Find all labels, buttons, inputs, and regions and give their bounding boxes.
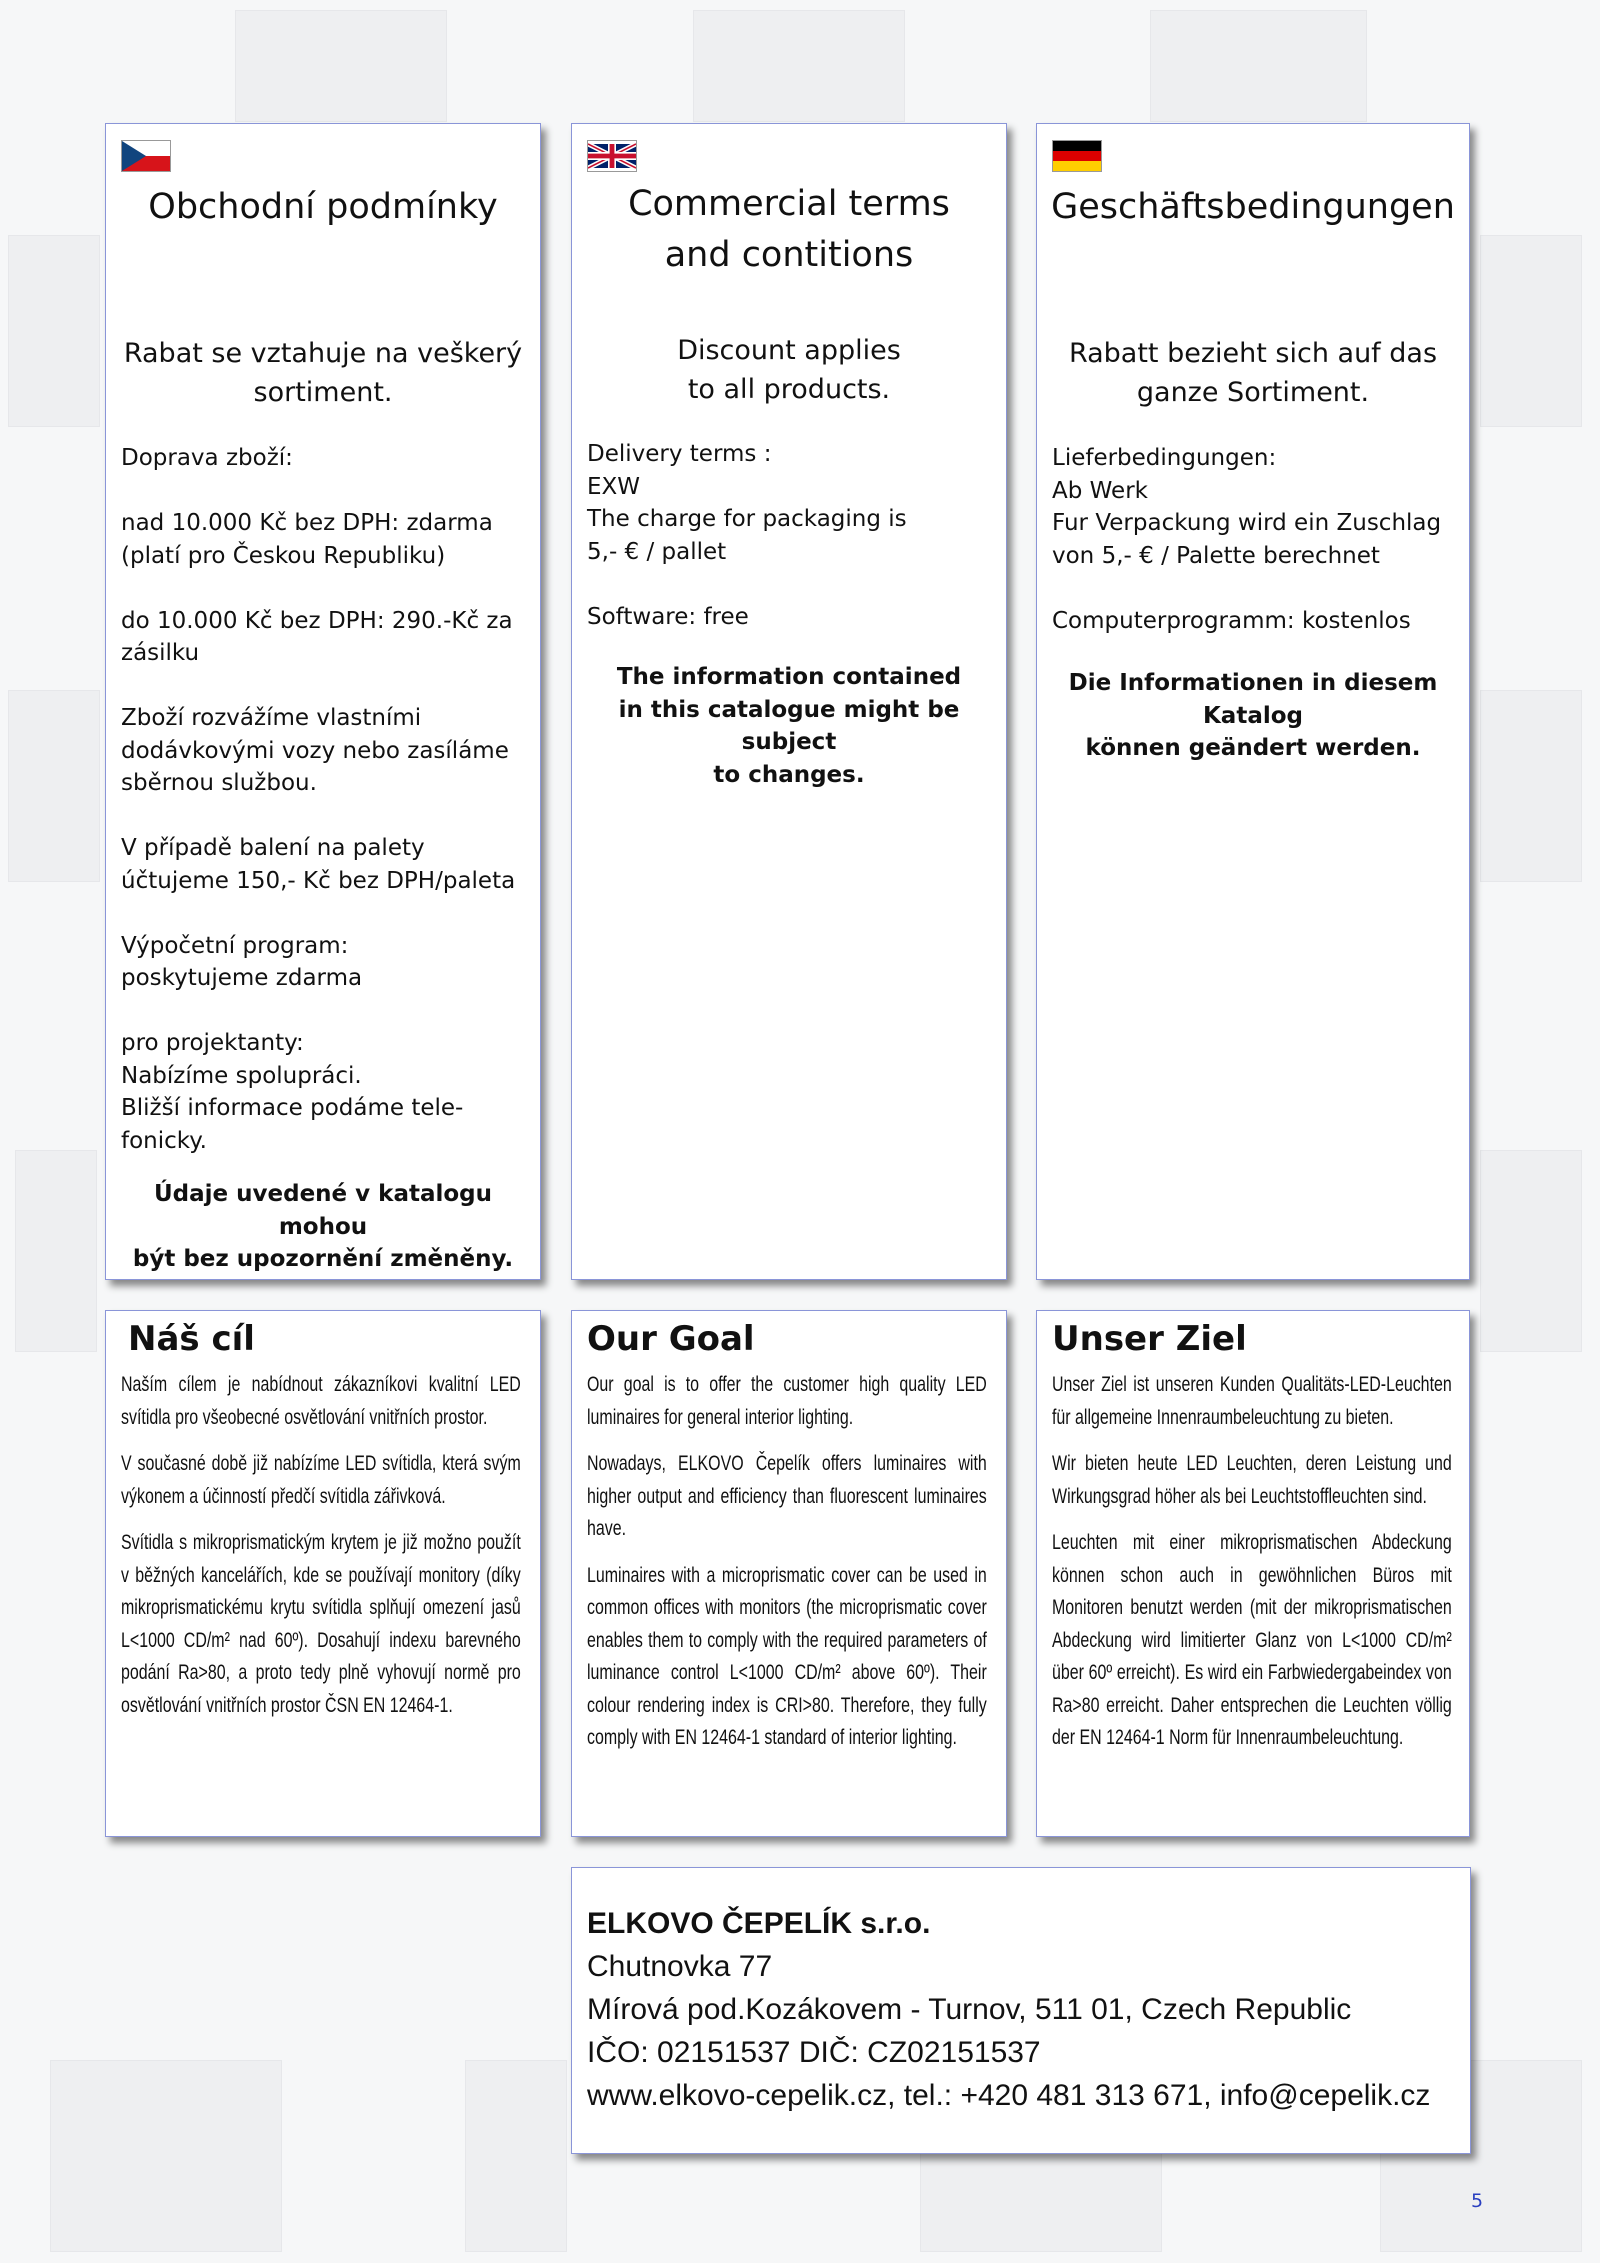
background-tile [1480,690,1582,882]
goal-paragraph: Unser Ziel ist unseren Kunden Qualitäts-LED-Leuchten für allgemeine Innenraumbeleuchtung zu bieten. [1052,1373,1452,1429]
background-tile [693,10,905,122]
company-name: ELKOVO ČEPELÍK s.r.o. [587,1907,931,1940]
goal-paragraph: V současné době již nabízíme LED svítidla, která svým výkonem a účinností předčí svítidla zářivková. [121,1452,521,1508]
goal-paragraph: Our goal is to offer the customer high quality LED luminaires for general interior lighting. [587,1373,987,1429]
card-lead: Discount applies to all products. [677,335,901,405]
czech-flag-icon [121,140,171,172]
terms-card-cz [105,123,541,1280]
address-city: Mírová pod.Kozákovem - Turnov, 511 01, Czech Republic [587,1993,1352,2026]
terms-card-de [1036,123,1470,1280]
terms-card-en [571,123,1007,1280]
goal-paragraph: Nowadays, ELKOVO Čepelík offers luminaires with higher output and efficiency than fluorescent luminaires have. [587,1452,987,1540]
address-street: Chutnovka 77 [587,1950,773,1983]
goal-paragraph: Wir bieten heute LED Leuchten, deren Leistung und Wirkungsgrad höher als bei Leuchtstoffleuchten sind. [1052,1452,1452,1508]
goal-card-de [1036,1310,1470,1837]
page-number: 5 [1471,2190,1484,2212]
background-tile [50,2060,282,2252]
card-title: Geschäftsbedingungen [1051,187,1455,227]
card-note: Údaje uvedené v katalogu mohou být bez upozornění změněny. [132,1181,514,1272]
goal-paragraph: Svítidla s mikroprismatickým krytem je již možno použít v běžných kancelářích, kde se používají monitory (díky mikroprismatickému krytu svítidla splňují omezení jasů L<1000 CD/m² nad 60º). Dosahují indexu barevného podání Ra>80, a proto tedy plně vyhovují normě pro osvětlování vnitřních prostor ČSN EN 12464-1. [121,1531,521,1717]
goal-title: Náš cíl [128,1319,255,1359]
background-tile [465,2060,567,2252]
goal-title: Our Goal [587,1319,755,1359]
goal-paragraph: Luminaires with a microprismatic cover can be used in common offices with monitors (the microprismatic cover enables them to comply with the required parameters of luminance control L<1000 CD/m² above 60º). Their colour rendering index is CRI>80. Therefore, they fully comply with EN 12464-1 standard of interior lighting. [587,1563,987,1749]
goal-paragraph: Leuchten mit einer mikroprismatischen Abdeckung können schon auch in gewöhnlichen Büros mit Monitoren benutzt werden (mit der mikroprismatischen Abdeckung wird limitierter Glanz von L<1000 CD/m² über 60º erreicht). Es wird ein Farbwiedergabeindex von Ra>80 erreicht. Daher entsprechen die Leuchten völlig der EN 12464-1 Norm für Innenraumbeleuchtung. [1052,1531,1452,1749]
card-note: Die Informationen in diesem Katalog können geändert werden. [1068,670,1438,761]
company-address-card [571,1867,1471,2154]
card-body: Delivery terms : EXW The charge for packaging is 5,- € / pallet Software: free [587,441,907,630]
goal-text [587,1369,987,1755]
card-note: The information contained in this catalogue might be subject to changes. [616,664,962,788]
background-tile [1150,10,1367,122]
uk-flag-icon [587,140,637,172]
background-tile [8,235,100,427]
goal-text [1052,1369,1452,1755]
company-ids: IČO: 02151537 DIČ: CZ02151537 [587,2036,1041,2069]
card-title: Obchodní podmínky [148,187,498,227]
background-tile [8,690,100,882]
company-contact[interactable]: www.elkovo-cepelik.cz, tel.: +420 481 313 671, info@cepelik.cz [587,2079,1431,2112]
german-flag-icon [1052,140,1102,172]
card-body: Doprava zboží: nad 10.000 Kč bez DPH: zdarma (platí pro Českou Republiku) do 10.000 Kč bez DPH: 290.-Kč za zásilku Zboží rozvážíme vlastními dodávkovými vozy nebo zasíláme sběrnou službou. V případě balení na palety účtujeme 150,- Kč bez DPH/paleta Výpočetní program: poskytujeme zdarma pro projektanty: Nabízíme spolupráci. Bližší informace podáme tele- fonicky. [121,445,516,1154]
card-lead: Rabatt bezieht sich auf das ganze Sortiment. [1068,338,1438,408]
goal-card-cz [105,1310,541,1837]
goal-title: Unser Ziel [1052,1319,1247,1359]
card-body: Lieferbedingungen: Ab Werk Fur Verpackung wird ein Zuschlag von 5,- € / Palette berechnet Computerprogramm: kostenlos [1052,445,1442,634]
background-tile [15,1150,97,1352]
goal-text [121,1369,521,1722]
background-tile [235,10,447,122]
goal-paragraph: Naším cílem je nabídnout zákazníkovi kvalitní LED svítidla pro všeobecné osvětlování vnitřních prostor. [121,1373,521,1429]
card-title: Commercial terms and contitions [628,184,950,275]
goal-card-en [571,1310,1007,1837]
card-lead: Rabat se vztahuje na veškerý sortiment. [123,338,523,408]
background-tile [1480,235,1582,427]
background-tile [1480,1150,1582,1352]
background-tile [920,2150,1162,2252]
